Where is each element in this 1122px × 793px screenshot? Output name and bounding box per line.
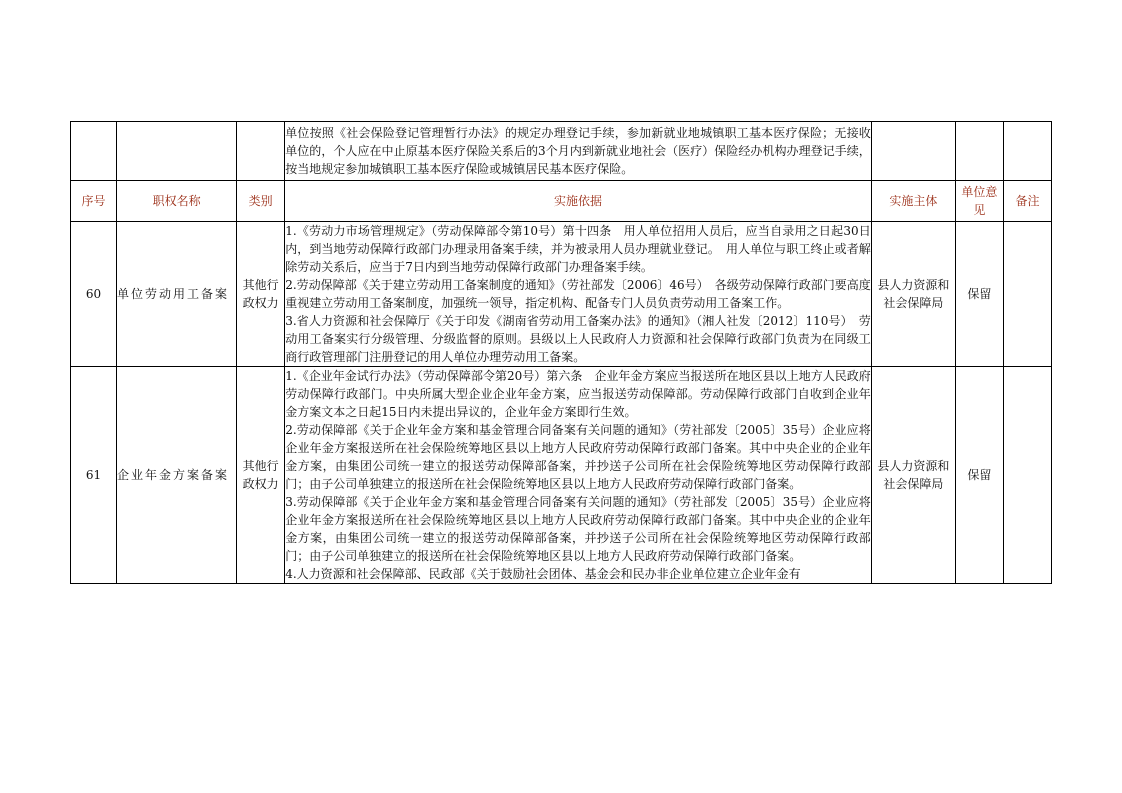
cont-type-cell <box>237 122 285 181</box>
cont-name-cell <box>117 122 237 181</box>
row-basis <box>285 222 872 367</box>
power-list-table <box>70 121 1052 584</box>
basis-item: 2.劳动保障部《关于企业年金方案和基金管理合同备案有关问题的通知》（劳社部发〔2005〕35号）企业应将企业年金方案报送所在社会保险统筹地区县以上地方人民政府劳动保障行政部门备案。其中中央企业的企业年金方案，由集团公司统一建立的报送劳动保障部备案，并抄送子公司所在社会保险统筹地区劳动保障行政部门；由子公司单独建立的报送所在社会保险统筹地区县以上地方人民政府劳动保障行政部门备案。 <box>285 423 871 491</box>
basis-item: 1.《企业年金试行办法》（劳动保障部令第20号）第六条 企业年金方案应当报送所在地区县以上地方人民政府劳动保障行政部门。中央所属大型企业企业年金方案，应当报送劳动保障部。劳动保障行政部门自收到企业年金方案文本之日起15日内未提出异议的，企业年金方案即行生效。 <box>285 369 871 419</box>
cont-subject-cell <box>871 122 955 181</box>
continuation-row <box>71 122 1052 181</box>
cont-no-cell <box>71 122 117 181</box>
continuation-basis-text: 单位按照《社会保险登记管理暂行办法》的规定办理登记手续，参加新就业地城镇职工基本医疗保险；无接收单位的，个人应在中止原基本医疗保险关系后的3个月内到新就业地社会（医疗）保险经办机构办理登记手续，按当地规定参加城镇职工基本医疗保险或城镇居民基本医疗保险。 <box>285 122 872 181</box>
basis-item: 3.省人力资源和社会保障厅《关于印发《湖南省劳动用工备案办法》的通知》（湘人社发〔2012〕110号） 劳动用工备案实行分级管理、分级监督的原则。县级以上人民政府人力资源和社会保障行政部门负责为在同级工商行政管理部门注册登记的用人单位办理劳动用工备案。 <box>285 314 871 364</box>
header-opinion: 单位意见 <box>955 181 1003 222</box>
basis-item: 3.劳动保障部《关于企业年金方案和基金管理合同备案有关问题的通知》（劳社部发〔2005〕35号）企业应将企业年金方案报送所在社会保险统筹地区县以上地方人民政府劳动保障行政部门备案。其中中央企业的企业年金方案，由集团公司统一建立的报送劳动保障部备案，并抄送子公司所在社会保险统筹地区劳动保障行政部门；由子公司单独建立的报送所在社会保险统筹地区县以上地方人民政府劳动保障行政部门备案。 <box>285 495 871 563</box>
table-row <box>71 222 1052 367</box>
row-type: 其他行政权力 <box>237 222 285 367</box>
table-row <box>71 367 1052 584</box>
row-name: 企业年金方案备案 <box>117 367 237 584</box>
row-basis <box>285 367 872 584</box>
header-basis: 实施依据 <box>285 181 872 222</box>
row-name: 单位劳动用工备案 <box>117 222 237 367</box>
header-no: 序号 <box>71 181 117 222</box>
row-subject: 县人力资源和社会保障局 <box>871 367 955 584</box>
row-note <box>1003 367 1051 584</box>
row-note <box>1003 222 1051 367</box>
header-name: 职权名称 <box>117 181 237 222</box>
row-no: 60 <box>71 222 117 367</box>
header-type: 类别 <box>237 181 285 222</box>
row-type: 其他行政权力 <box>237 367 285 584</box>
basis-item: 1.《劳动力市场管理规定》（劳动保障部令第10号）第十四条 用人单位招用人员后，应当自录用之日起30日内，到当地劳动保障行政部门办理录用备案手续，并为被录用人员办理就业登记。 用人单位与职工终止或者解除劳动关系后，应当于7日内到当地劳动保障行政部门办理备案手续。 <box>285 224 871 274</box>
basis-item: 2.劳动保障部《关于建立劳动用工备案制度的通知》（劳社部发〔2006〕46号） 各级劳动保障行政部门要高度重视建立劳动用工备案制度，加强统一领导，指定机构、配备专门人员负责劳动用工备案工作。 <box>285 278 871 310</box>
row-subject: 县人力资源和社会保障局 <box>871 222 955 367</box>
header-note: 备注 <box>1003 181 1051 222</box>
header-subject: 实施主体 <box>871 181 955 222</box>
row-opinion: 保留 <box>955 222 1003 367</box>
basis-item: 4.人力资源和社会保障部、民政部《关于鼓励社会团体、基金会和民办非企业单位建立企业年金有 <box>285 567 801 581</box>
cont-opinion-cell <box>955 122 1003 181</box>
header-row <box>71 181 1052 222</box>
cont-note-cell <box>1003 122 1051 181</box>
row-no: 61 <box>71 367 117 584</box>
row-opinion: 保留 <box>955 367 1003 584</box>
